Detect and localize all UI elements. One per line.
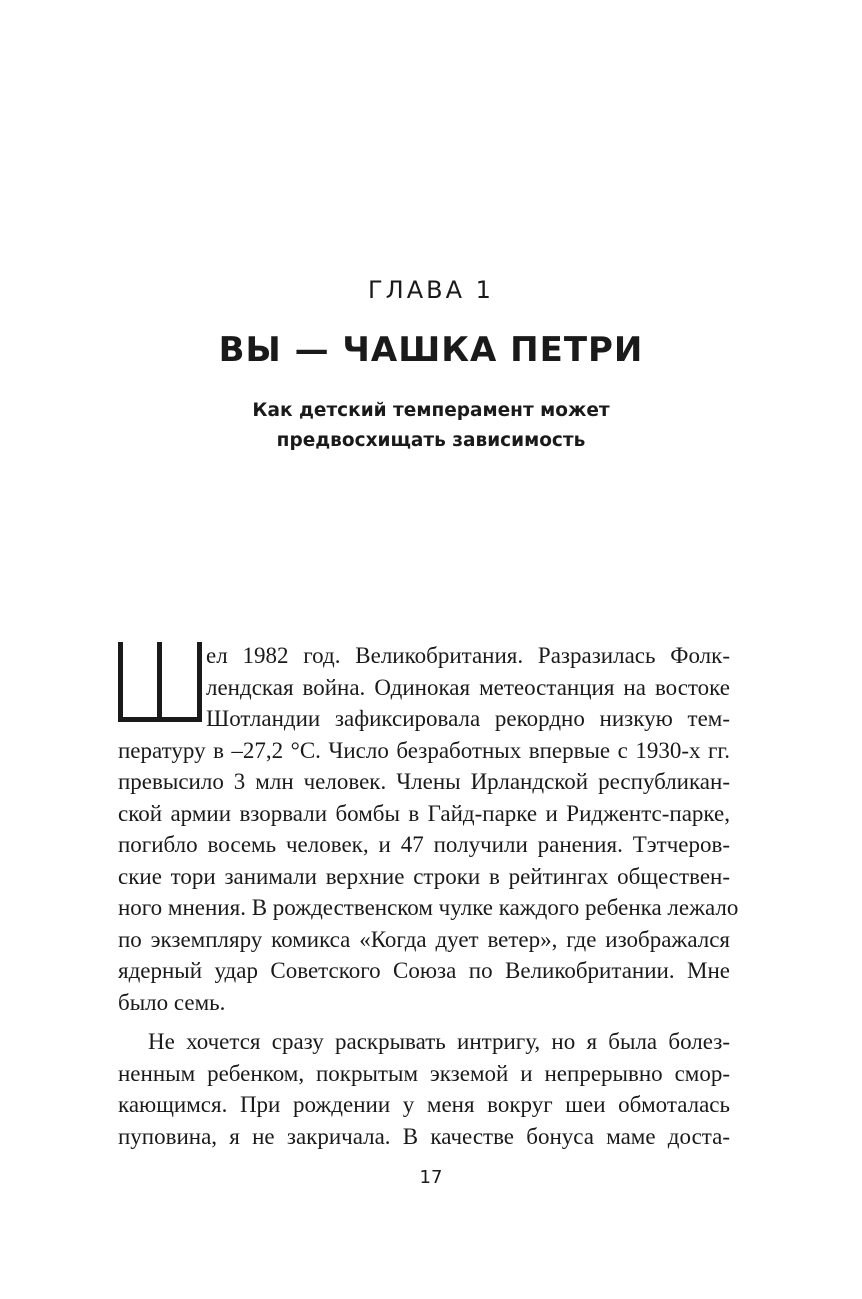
page-number: 17: [419, 1167, 443, 1188]
text-line: Шотландии зафиксировала рекордно низкую тем-: [206, 706, 730, 731]
text-line: кающимся. При рождении у меня вокруг шеи обмоталась: [118, 1092, 730, 1117]
chapter-title: ВЫ — ЧАШКА ПЕТРИ: [218, 330, 644, 370]
text-line: ские тори занимали верхние строки в рейтингах обществен-: [118, 863, 730, 889]
text-line: ел 1982 год. Великобритания. Разразилась Фолк-: [206, 643, 730, 668]
text-line: ядерный удар Советского Союза по Великобритании. Мне: [118, 958, 730, 983]
chapter-label: ГЛАВА 1: [368, 276, 494, 304]
text-line: ного мнения. В рождественском чулке каждого ребенка лежало: [118, 895, 739, 920]
text-line: Не хочется сразу раскрывать интригу, но я была болез-: [148, 1029, 730, 1054]
text-line: по экземпляру комикса «Когда дует ветер», где изображался: [118, 926, 730, 952]
subtitle-line: предвосхищать зависимость: [276, 430, 586, 451]
body-text: [118, 640, 739, 1152]
text-line: лендская война. Одинокая метеостанция на востоке: [206, 674, 730, 700]
text-line: ненным ребенком, покрытым экземой и непрерывно смор-: [118, 1060, 730, 1086]
subtitle-line: Как детский темперамент может: [252, 400, 610, 421]
text-line: пуповина, я не закричала. В качестве бонуса маме доста-: [118, 1123, 730, 1149]
text-line: пературу в –27,2 °С. Число безработных впервые с 1930-х гг.: [118, 737, 730, 763]
text-line: ской армии взорвали бомбы в Гайд-парке и Риджентс-парке,: [118, 800, 730, 826]
text-line: было семь.: [118, 989, 226, 1015]
chapter-subtitle: [0, 396, 862, 456]
text-line: превысило 3 млн человек. Члены Ирландской республикан-: [118, 769, 730, 794]
text-line: погибло восемь человек, и 47 получили ранения. Тэтчеров-: [118, 832, 730, 857]
